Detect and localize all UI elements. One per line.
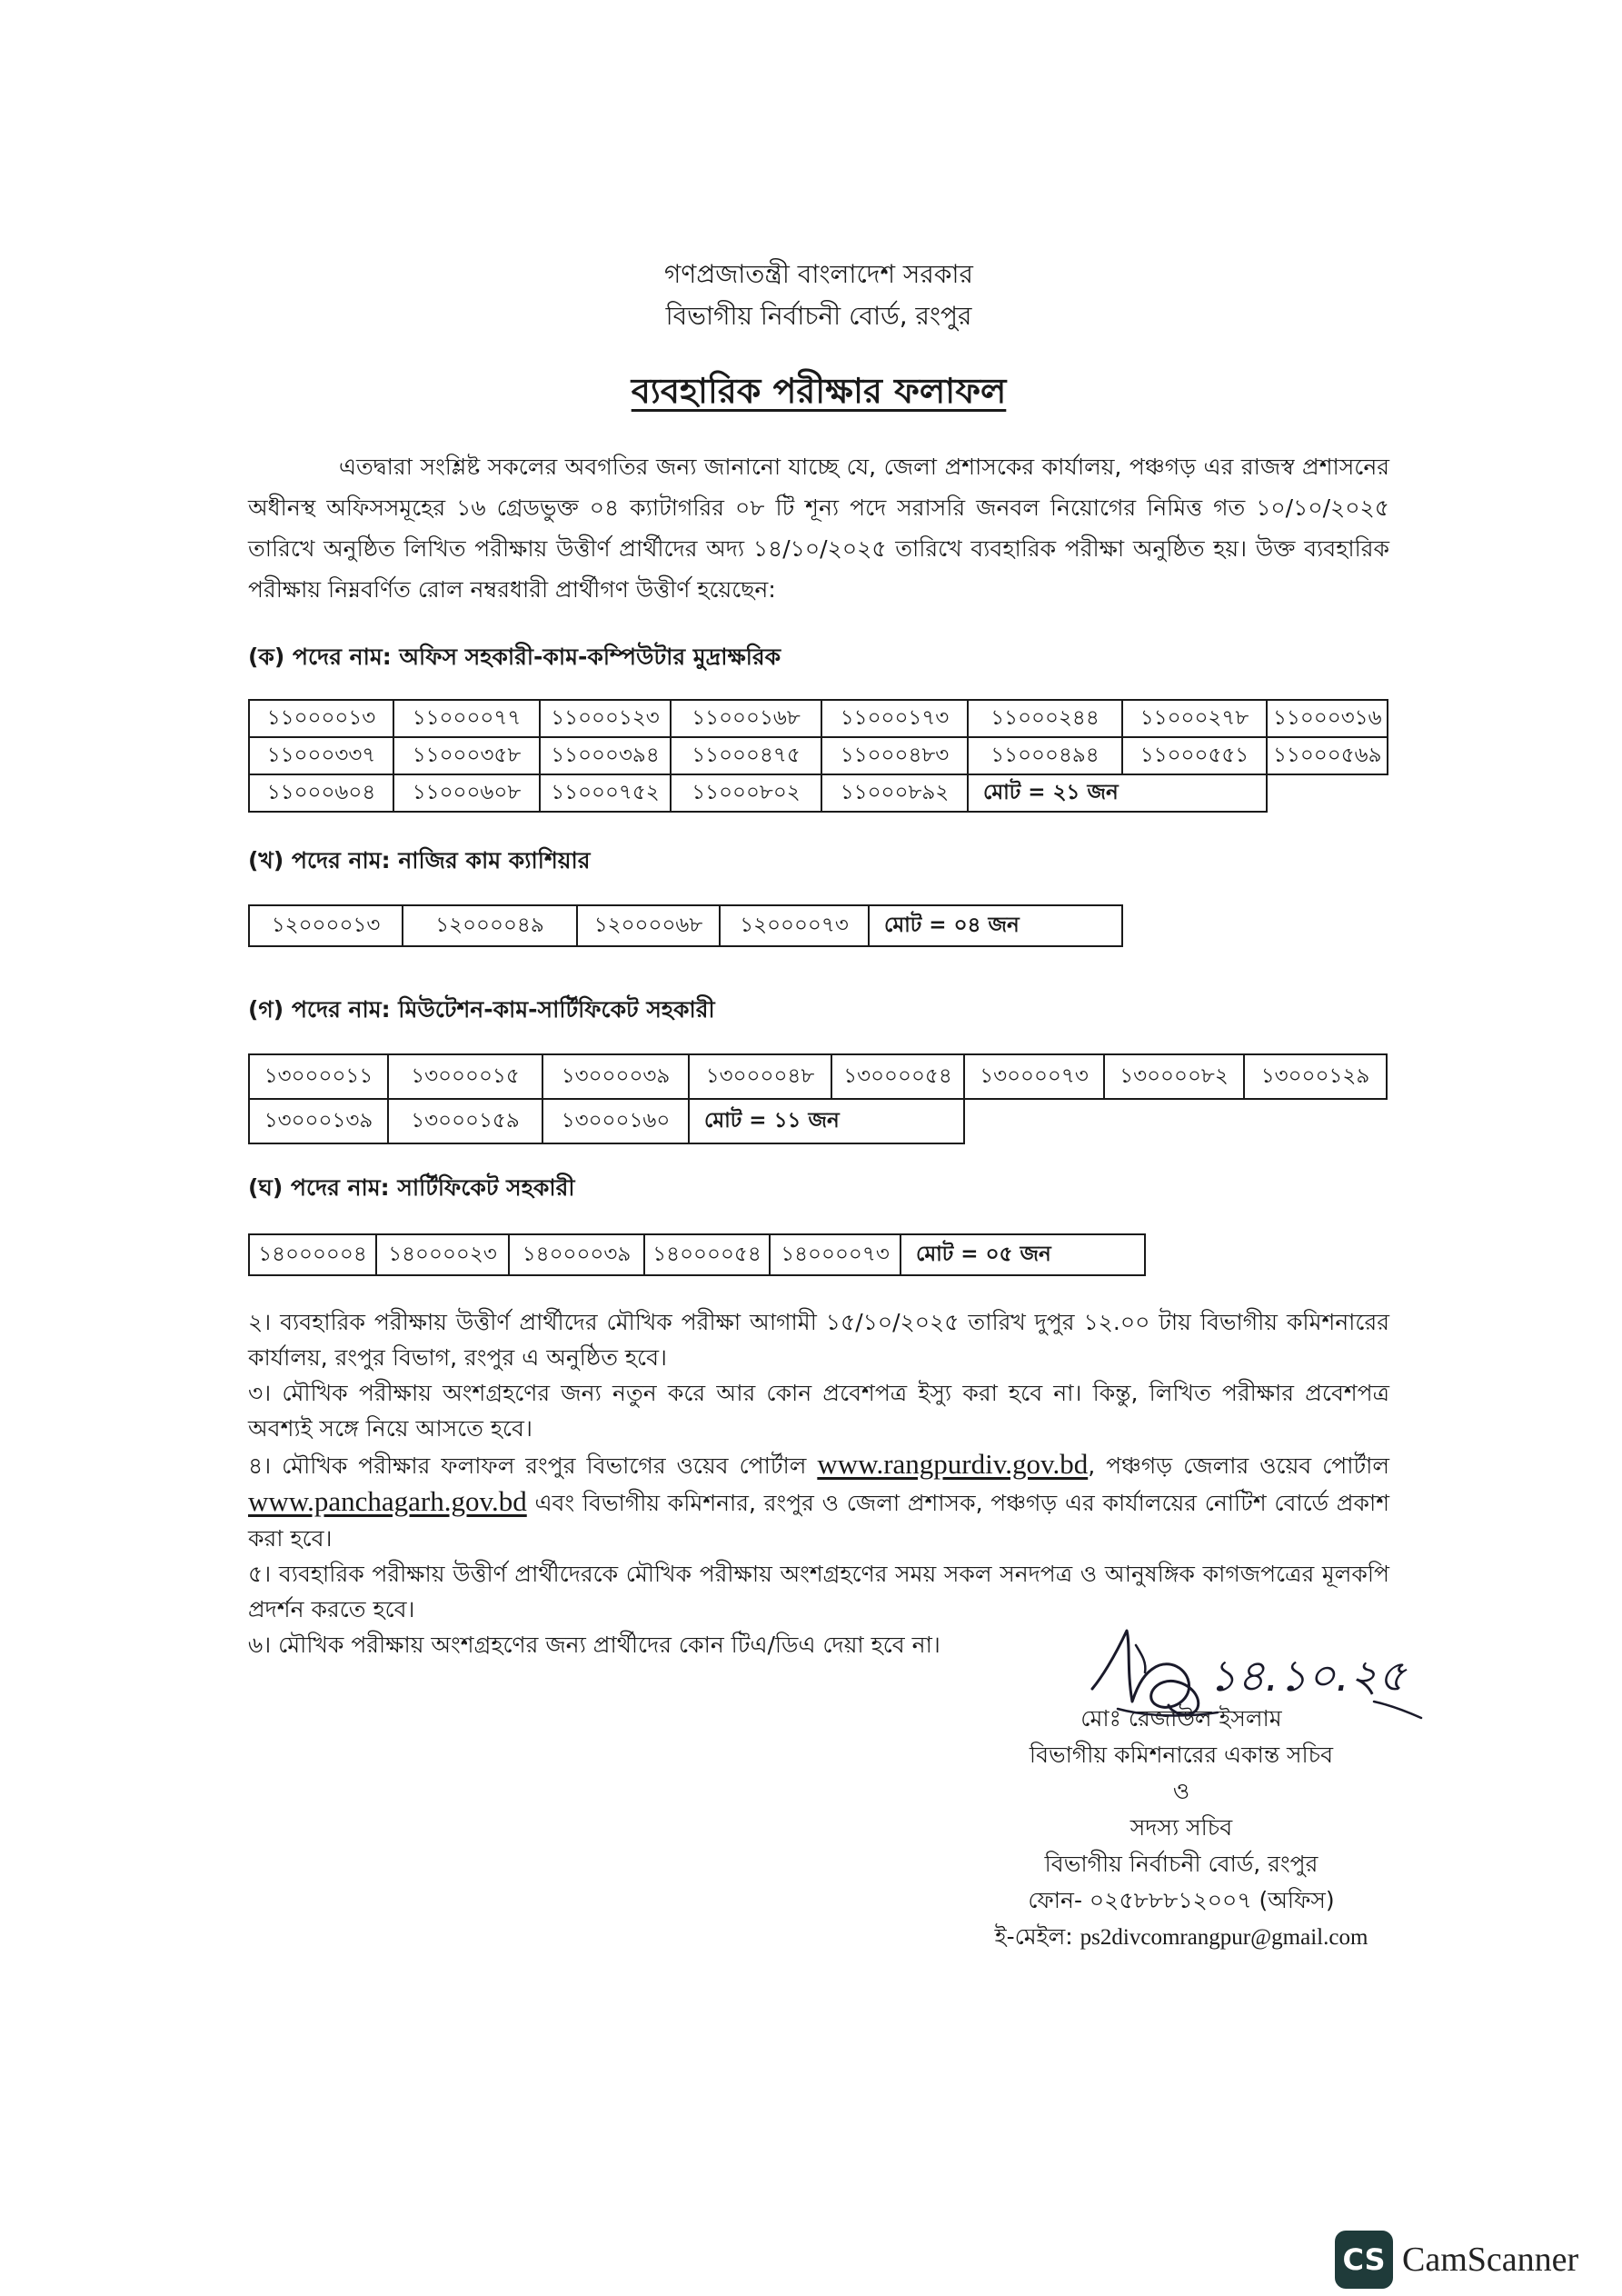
roll-number-cell: ১১০০০৮৯২ [821,774,968,812]
roll-number-cell: ১৪০০০০৭৩ [770,1234,901,1275]
signatory-conjunction: ও [1172,1778,1190,1804]
item-text: মৌখিক পরীক্ষার ফলাফল রংপুর বিভাগের ওয়েব পোর্টাল [282,1452,807,1479]
roll-number-cell: ১১০০০১৭৩ [821,700,968,737]
roll-number-cell: ১১০০০৮০২ [671,774,821,812]
total-count-cell: মোট = ২১ জন [968,774,1267,812]
roll-number-cell: ১১০০০৩৯৪ [540,737,671,774]
roll-table-ka [248,699,1388,813]
roll-number-cell: ১১০০০৩১৬ [1267,700,1388,737]
roll-number-cell: ১৩০০০১৬০ [542,1099,689,1143]
roll-number-cell: ১৪০০০০৩৯ [509,1234,644,1275]
roll-number-cell: ১১০০০৭৫২ [540,774,671,812]
signature-tail-stroke [1374,1702,1421,1718]
signature-stroke [1136,1645,1145,1672]
total-count-cell: মোট = ১১ জন [689,1099,964,1143]
roll-number-cell: ১৩০০০০৫৪ [831,1054,964,1099]
total-count-cell: মোট = ০৫ জন [901,1234,1145,1275]
page-title-text: ব্যবহারিক পরীক্ষার ফলাফল [631,371,1007,411]
roll-number-cell: ১১০০০৫৫১ [1122,737,1267,774]
item-text: ব্যবহারিক পরীক্ষায় উত্তীর্ণ প্রার্থীদের মৌখিক পরীক্ষা আগামী ১৫/১০/২০২৫ তারিখ দুপুর ১২.০০ টায় বিভাগীয় কমিশনারের কার্যালয়, রংপুর বিভাগ, রংপুর এ অনুষ্ঠিত হবে। [248,1309,1389,1371]
item-number: ২। [248,1309,272,1335]
roll-number-cell: ১৩০০০০৮২ [1104,1054,1244,1099]
roll-number-cell: ১৪০০০০২৩ [376,1234,509,1275]
roll-number-cell: ১১০০০৪৭৫ [671,737,821,774]
instruction-item-3 [248,1375,1389,1446]
roll-number-cell: ১১০০০২৪৪ [968,700,1122,737]
roll-number-cell: ১৩০০০০৪৮ [689,1054,831,1099]
signatory-phone: ফোন- ০২৫৮৮৮১২০০৭ (অফিস) [1028,1887,1335,1913]
camscanner-brand: CamScanner [1402,2241,1579,2279]
roll-number-cell: ১২০০০০৭৩ [720,905,869,946]
email-address: ps2divcomrangpur@gmail.com [1080,1925,1368,1950]
post-heading-ka: (ক) পদের নাম: অফিস সহকারী-কাম-কম্পিউটার মুদ্রাক্ষরিক [248,644,781,670]
roll-number-cell: ১২০০০০৬৮ [577,905,720,946]
item-number: ৬। [248,1632,272,1658]
signatory-office: বিভাগীয় নির্বাচনী বোর্ড, রংপুর [1044,1851,1318,1877]
roll-table-kha [248,904,1123,947]
roll-number-cell: ১১০০০১২৩ [540,700,671,737]
roll-number-cell: ১২০০০০১৩ [249,905,403,946]
item-text: , পঞ্চগড় জেলার ওয়েব পোর্টাল [1088,1452,1390,1479]
roll-number-cell: ১১০০০৪৮৩ [821,737,968,774]
table-row [249,700,1388,737]
table-row [249,1234,1145,1275]
signatory-role: সদস্য সচিব [1129,1814,1233,1841]
post-heading-gha: (ঘ) পদের নাম: সার্টিফিকেট সহকারী [248,1174,575,1201]
post-heading-kha: (খ) পদের নাম: নাজির কাম ক্যাশিয়ার [248,847,591,873]
instructions-list [248,1304,1389,1662]
camscanner-watermark [1335,2231,1578,2289]
item-number: ৫। [248,1561,272,1587]
roll-number-cell: ১১০০০৩৩৭ [249,737,393,774]
roll-number-cell: ১১০০০৩৫৮ [393,737,540,774]
email-label: ই-মেইল: [994,1923,1073,1950]
table-row [249,737,1388,774]
roll-number-cell: ১৩০০০১৩৯ [249,1099,388,1143]
roll-number-cell: ১৩০০০০৩৯ [542,1054,689,1099]
camscanner-logo-icon: CS [1335,2231,1393,2289]
item-text: মৌখিক পরীক্ষায় অংশগ্রহণের জন্য প্রার্থীদের কোন টিএ/ডিএ দেয়া হবে না। [278,1632,940,1658]
signatory-name: মোঃ রেজাউল ইসলাম [1080,1705,1282,1732]
table-row [249,1099,1387,1143]
roll-number-cell: ১৩০০০১৫৯ [388,1099,542,1143]
roll-number-cell: ১১০০০৬০৪ [249,774,393,812]
signatory-designation: বিভাগীয় কমিশনারের একান্ত সচিব [1029,1742,1334,1768]
roll-number-cell: ১২০০০০৪৯ [403,905,577,946]
item-text: এবং বিভাগীয় কমিশনার, রংপুর ও জেলা প্রশাসক, পঞ্চগড় এর কার্যালয়ের নোটিশ বোর্ডে প্রকাশ করা হবে। [248,1490,1389,1552]
roll-table-gha [248,1233,1146,1276]
roll-number-cell: ১৩০০০০১৫ [388,1054,542,1099]
roll-number-cell: ১৩০০০০১১ [249,1054,388,1099]
roll-number-cell: ১১০০০২৭৮ [1122,700,1267,737]
item-text: ব্যবহারিক পরীক্ষায় উত্তীর্ণ প্রার্থীদেরকে মৌখিক পরীক্ষায় অংশগ্রহণের সময় সকল সনদপত্র ও আনুষঙ্গিক কাগজপত্রের মূলকপি প্রদর্শন করতে হবে। [248,1561,1389,1622]
signature-block [936,1701,1427,1956]
roll-number-cell: ১১০০০৫৬৯ [1267,737,1388,774]
instruction-item-2 [248,1304,1389,1375]
government-name: গণপ্রজাতন্ত্রী বাংলাদেশ সরকার [664,259,973,289]
total-count-cell: মোট = ০৪ জন [869,905,1122,946]
rangpur-portal-link[interactable]: www.rangpurdiv.gov.bd [817,1448,1089,1480]
signature-date: ১৪.১০.২৫ [1209,1651,1407,1702]
signature-stroke [1118,1709,1218,1715]
board-name: বিভাগীয় নির্বাচনী বোর্ড, রংপুর [665,301,972,331]
signatory-email [936,1919,1427,1956]
intro-paragraph: এতদ্বারা সংশ্লিষ্ট সকলের অবগতির জন্য জানানো যাচ্ছে যে, জেলা প্রশাসকের কার্যালয়, পঞ্চগড় এর রাজস্ব প্রশাসনের অধীনস্থ অফিসসমূহের ১৬ গ্রেডভুক্ত ০৪ ক্যাটাগরির ০৮ টি শূন্য পদে সরাসরি জনবল নিয়োগের নিমিত্ত গত ১০/১০/২০২৫ তারিখে অনুষ্ঠিত লিখিত পরীক্ষায় উত্তীর্ণ প্রার্থীদের অদ্য ১৪/১০/২০২৫ তারিখে ব্যবহারিক পরীক্ষা অনুষ্ঠিত হয়। উক্ত ব্যবহারিক পরীক্ষায় নিম্নবর্ণিত রোল নম্বরধারী প্রার্থীগণ উত্তীর্ণ হয়েছেন: [248,454,1389,603]
roll-number-cell: ১১০০০৪৯৪ [968,737,1122,774]
handwritten-signature [1081,1618,1427,1736]
roll-number-cell: ১১০০০১৬৮ [671,700,821,737]
instruction-item-5 [248,1556,1389,1627]
roll-number-cell: ১৩০০০০৭৩ [964,1054,1104,1099]
post-heading-ga: (গ) পদের নাম: মিউটেশন-কাম-সার্টিফিকেট সহকারী [248,996,715,1023]
roll-number-cell: ১৩০০০১২৯ [1244,1054,1387,1099]
roll-number-cell: ১১০০০০৭৭ [393,700,540,737]
instruction-item-4 [248,1446,1389,1556]
table-row [249,1054,1387,1099]
roll-number-cell: ১৪০০০০০৪ [249,1234,376,1275]
roll-number-cell: ১১০০০০১৩ [249,700,393,737]
roll-number-cell: ১৪০০০০৫৪ [644,1234,770,1275]
table-row [249,774,1388,812]
item-text: মৌখিক পরীক্ষায় অংশগ্রহণের জন্য নতুন করে আর কোন প্রবেশপত্র ইস্যু করা হবে না। কিন্তু, লিখিত পরীক্ষার প্রবেশপত্র অবশ্যই সঙ্গে নিয়ে আসতে হবে। [248,1380,1389,1442]
roll-table-ga [248,1053,1388,1144]
roll-number-cell: ১১০০০৬০৮ [393,774,540,812]
item-number: ৩। [248,1380,272,1406]
panchagarh-portal-link[interactable]: www.panchagarh.gov.bd [248,1485,527,1517]
table-row [249,905,1122,946]
page-title [248,365,1389,416]
document-body [248,254,1389,1662]
item-number: ৪। [248,1452,272,1479]
